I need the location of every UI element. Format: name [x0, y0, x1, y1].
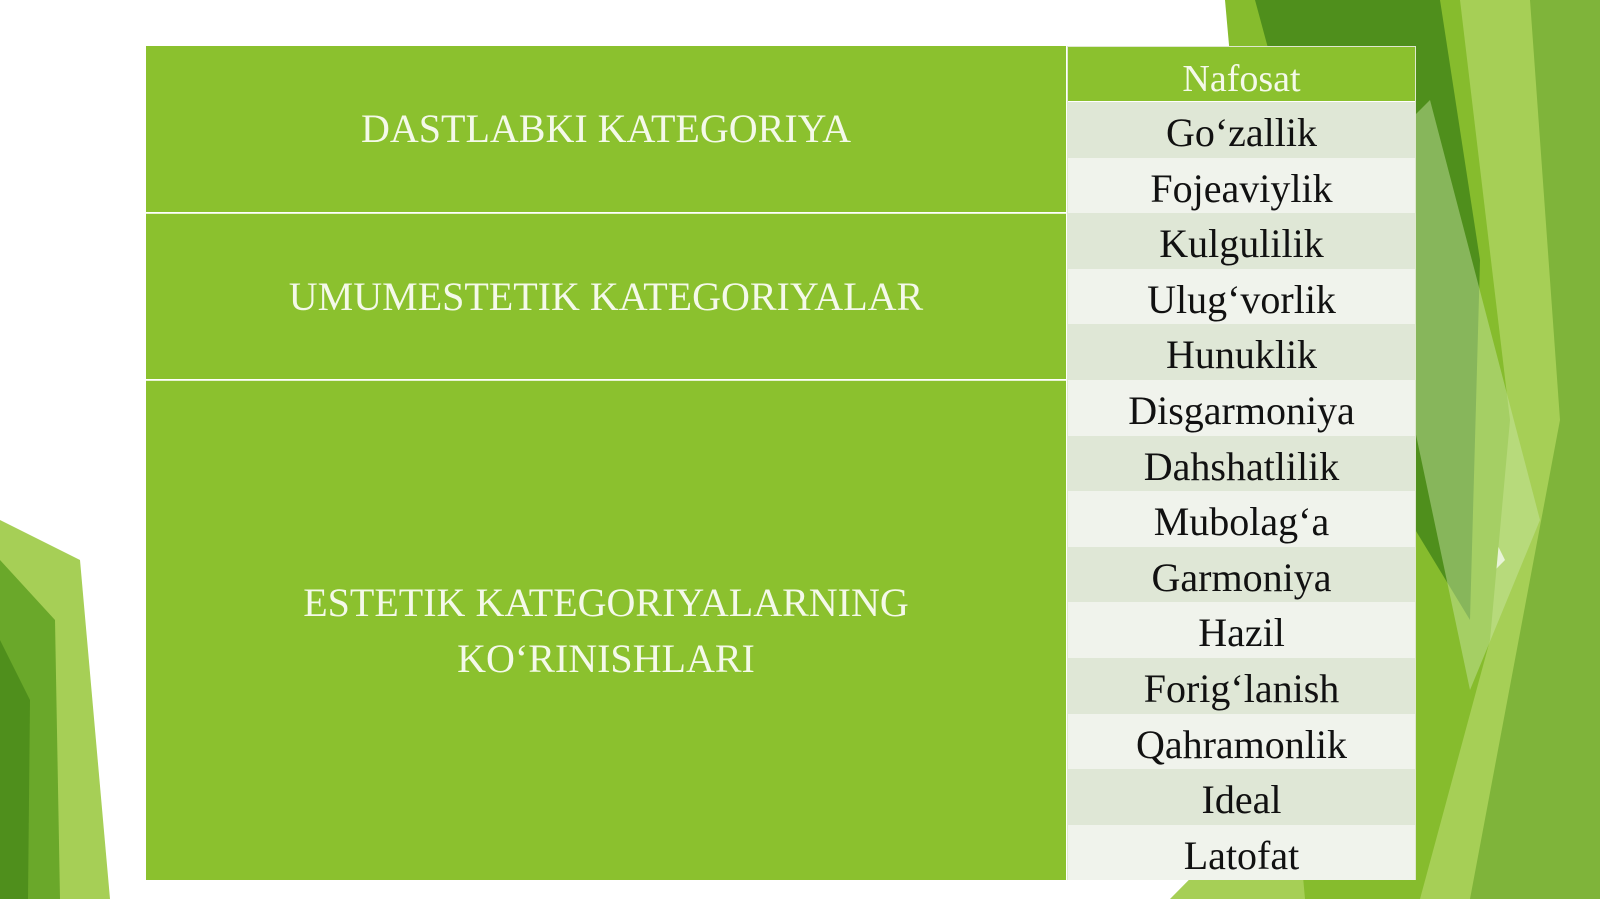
list-item: Qahramonlik [1068, 714, 1415, 770]
list-item: Forig‘lanish [1068, 658, 1415, 714]
list-item: Garmoniya [1068, 547, 1415, 603]
items-column [1067, 46, 1416, 880]
list-item: Hazil [1068, 602, 1415, 658]
list-item: Go‘zallik [1068, 102, 1415, 158]
category-cell-forms [146, 380, 1066, 880]
category-column [146, 46, 1066, 880]
category-cell-initial [146, 46, 1066, 212]
category-cell-general [146, 213, 1066, 379]
category-label: DASTLABKI KATEGORIYA [361, 106, 851, 151]
list-item: Fojeaviylik [1068, 158, 1415, 214]
items-list [1068, 102, 1415, 880]
category-label: ESTETIK KATEGORIYALARNING KO‘RINISHLARI [303, 579, 909, 681]
list-item: Ulug‘vorlik [1068, 269, 1415, 325]
list-item: Mubolag‘a [1068, 491, 1415, 547]
list-item: Latofat [1068, 825, 1415, 881]
list-item: Disgarmoniya [1068, 380, 1415, 436]
items-header: Nafosat [1068, 47, 1415, 102]
list-item: Dahshatlilik [1068, 436, 1415, 492]
list-item: Kulgulilik [1068, 213, 1415, 269]
list-item: Hunuklik [1068, 324, 1415, 380]
list-item: Ideal [1068, 769, 1415, 825]
category-label: UMUMESTETIK KATEGORIYALAR [288, 273, 924, 319]
categories-table [146, 46, 1416, 880]
